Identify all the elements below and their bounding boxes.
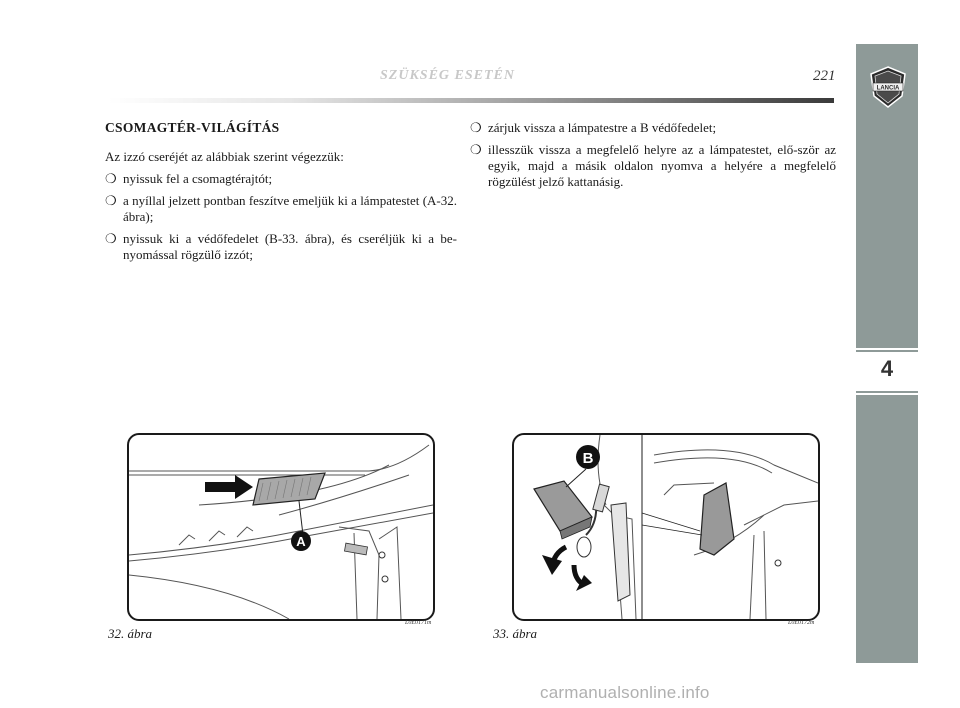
bullet-item xyxy=(105,193,457,225)
logo-text: LANCIA xyxy=(876,85,900,92)
figure-32 xyxy=(127,433,435,621)
watermark: carmanualsonline.info xyxy=(540,683,710,702)
callout-label: A xyxy=(296,534,306,549)
header-title: SZÜKSÉG ESETÉN xyxy=(380,68,515,83)
bullet-item xyxy=(105,171,457,187)
bullet-item xyxy=(470,142,836,190)
figure-caption: 32. ábra xyxy=(108,626,153,641)
header-rule xyxy=(108,98,834,103)
bullet-text: illesszük vissza a megfelelő helyre az a lámpatestet, elő-ször az egyik, majd a másik oldalon nyomva a helyére a megfelelő rögzülést jelző kattanásig. xyxy=(488,142,836,189)
bullet-item xyxy=(470,120,836,136)
bullet-icon: ❍ xyxy=(470,120,482,135)
chapter-number: 4 xyxy=(880,356,894,381)
bullet-icon: ❍ xyxy=(105,171,117,186)
bullet-item xyxy=(105,231,457,263)
brand-logo xyxy=(869,66,907,108)
bullet-text: a nyíllal jelzett pontban feszítve emeljük ki a lámpatestet (A-32. ábra); xyxy=(123,193,457,224)
side-tab-bottom xyxy=(856,395,918,663)
bullet-icon: ❍ xyxy=(105,193,117,208)
callout-label: B xyxy=(582,450,594,467)
bullet-icon: ❍ xyxy=(470,142,482,157)
figure-code: L0E0172m xyxy=(788,620,815,626)
figure-code: L0E0171m xyxy=(405,620,432,626)
intro-text: Az izzó cseréjét az alábbiak szerint végezzük: xyxy=(105,149,344,164)
figure-33 xyxy=(512,433,820,621)
right-column xyxy=(470,120,836,196)
bullet-icon: ❍ xyxy=(105,231,117,246)
page-number: 221 xyxy=(813,68,836,84)
bullet-text: nyissuk fel a csomagtérajtót; xyxy=(123,171,273,186)
bullet-text: nyissuk ki a védőfedelet (B-33. ábra), és cseréljük ki a be-nyomással rögzülő izzót; xyxy=(123,231,457,262)
section-title: CSOMAGTÉR-VILÁGÍTÁS xyxy=(105,120,280,135)
figure-caption: 33. ábra xyxy=(493,626,538,641)
left-column xyxy=(105,120,457,269)
bullet-text: zárjuk vissza a lámpatestre a B védőfedelet; xyxy=(488,120,717,135)
